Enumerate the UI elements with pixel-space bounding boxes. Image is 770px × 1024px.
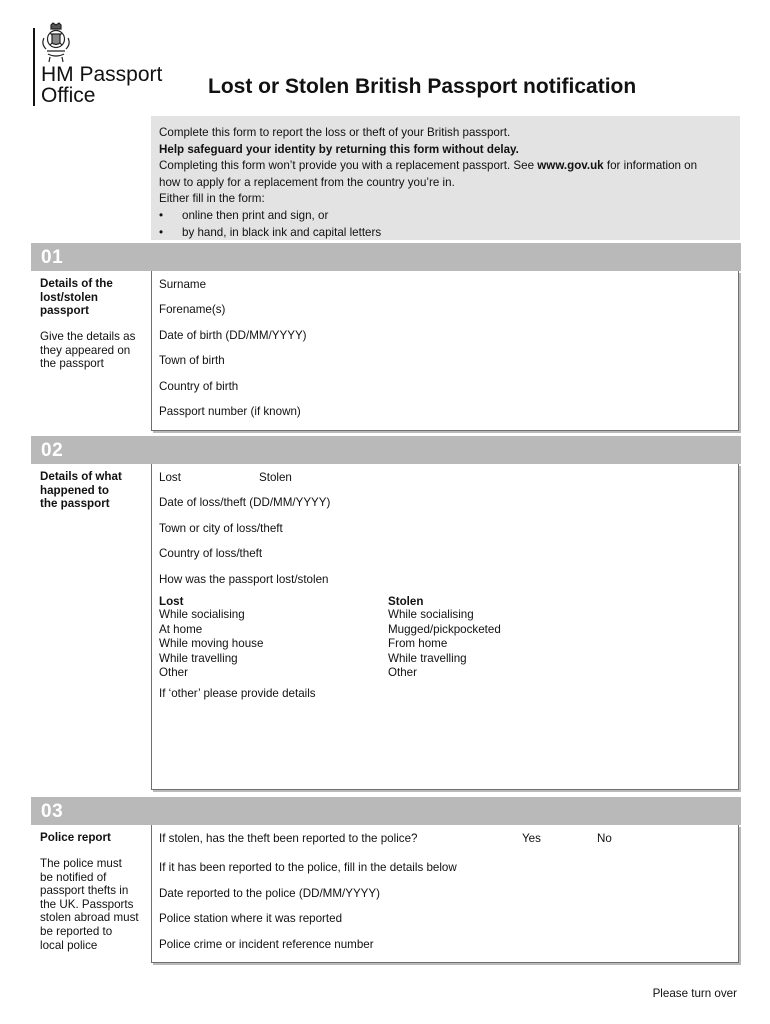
town-of-loss-field[interactable]: Town or city of loss/theft xyxy=(159,522,283,535)
intro-bullets xyxy=(159,208,732,241)
how-lost-field: How was the passport lost/stolen xyxy=(159,573,329,586)
section-01-number: 01 xyxy=(41,247,64,268)
stolen-option-item[interactable]: While socialising xyxy=(388,608,474,621)
date-reported-field[interactable]: Date reported to the police (DD/MM/YYYY) xyxy=(159,887,381,900)
lost-option-item[interactable]: At home xyxy=(159,622,203,636)
intro-line-3-post: for information on xyxy=(603,159,698,173)
intro-line-3 xyxy=(159,158,732,175)
intro-box xyxy=(151,116,740,240)
intro-line-2: Help safeguard your identity by returning this form without delay. xyxy=(159,142,519,156)
stolen-option-item[interactable]: Other xyxy=(388,666,417,680)
police-report-question: If stolen, has the theft been reported to the police? xyxy=(159,832,418,845)
page-title: Lost or Stolen British Passport notification xyxy=(208,75,637,98)
police-details-instruction: If it has been reported to the police, fill in the details below xyxy=(159,861,457,874)
forenames-field[interactable]: Forename(s) xyxy=(159,303,226,316)
section-03-note-line: be notified of xyxy=(40,870,107,884)
stolen-option-item[interactable]: From home xyxy=(388,637,448,651)
crime-reference-field[interactable]: Police crime or incident reference number xyxy=(159,938,374,951)
section-02-label-line: happened to xyxy=(40,483,109,497)
date-of-birth-field[interactable]: Date of birth (DD/MM/YYYY) xyxy=(159,329,307,342)
section-01-label-line: lost/stolen xyxy=(40,290,98,304)
lost-option-item[interactable]: Other xyxy=(159,666,188,680)
country-of-birth-field[interactable]: Country of birth xyxy=(159,380,239,393)
intro-line-3-pre: Completing this form won’t provide you with a replacement passport. See xyxy=(159,159,538,173)
section-01-note-line: Give the details as xyxy=(40,330,136,343)
date-of-loss-field[interactable]: Date of loss/theft (DD/MM/YYYY) xyxy=(159,496,331,509)
section-03-note-line: The police must xyxy=(40,857,122,870)
section-02-label-line: the passport xyxy=(40,497,110,511)
lost-option[interactable]: Lost xyxy=(159,471,181,484)
lost-options-list xyxy=(159,595,263,681)
country-of-loss-field[interactable]: Country of loss/theft xyxy=(159,547,263,560)
stolen-option[interactable]: Stolen xyxy=(259,471,292,484)
stolen-option-item[interactable]: While travelling xyxy=(388,651,467,665)
other-details-field[interactable]: If ‘other’ please provide details xyxy=(159,687,316,700)
section-03-note-line: passport thefts in xyxy=(40,884,129,898)
lost-option-item[interactable]: While moving house xyxy=(159,637,264,651)
section-03-note-line: the UK. Passports xyxy=(40,897,134,911)
royal-crest-icon xyxy=(40,22,72,64)
turn-over-note: Please turn over xyxy=(652,987,737,1000)
section-02-header xyxy=(31,436,741,464)
town-of-birth-field[interactable]: Town of birth xyxy=(159,354,225,367)
section-02-label-line: Details of what xyxy=(40,470,122,483)
section-02-number: 02 xyxy=(41,440,64,461)
section-01-label xyxy=(40,277,113,318)
section-01-label-line: passport xyxy=(40,304,89,318)
org-name xyxy=(41,64,162,106)
section-01-note-line: the passport xyxy=(40,357,104,371)
reported-no-option[interactable]: No xyxy=(597,832,612,845)
stolen-heading: Stolen xyxy=(388,595,424,608)
gov-uk-link[interactable]: www.gov.uk xyxy=(537,159,604,173)
intro-line-1: Complete this form to report the loss or theft of your British passport. xyxy=(159,126,511,139)
section-01-note-line: they appeared on xyxy=(40,343,131,357)
section-03-note-line: stolen abroad must xyxy=(40,911,139,925)
stolen-options-list xyxy=(388,595,501,681)
logo-divider xyxy=(33,28,35,106)
section-03-label: Police report xyxy=(40,831,111,844)
surname-field[interactable]: Surname xyxy=(159,278,207,291)
section-03-note-line: local police xyxy=(40,938,98,952)
lost-heading: Lost xyxy=(159,595,184,608)
section-01-label-line: Details of the xyxy=(40,277,113,290)
section-03-number: 03 xyxy=(41,801,64,822)
section-03-note-line: be reported to xyxy=(40,924,113,938)
intro-bullet-2: • by hand, in black ink and capital letters xyxy=(159,225,732,242)
stolen-option-item[interactable]: Mugged/pickpocketed xyxy=(388,622,501,636)
lost-option-item[interactable]: While socialising xyxy=(159,608,245,621)
intro-line-4: how to apply for a replacement from the country you’re in. xyxy=(159,175,455,189)
intro-line-5: Either fill in the form: xyxy=(159,192,265,206)
org-line-1: HM Passport xyxy=(41,63,163,86)
section-01-note xyxy=(40,330,148,371)
section-02-label xyxy=(40,470,122,511)
police-station-field[interactable]: Police station where it was reported xyxy=(159,912,343,925)
org-line-2: Office xyxy=(41,84,96,107)
reported-yes-option[interactable]: Yes xyxy=(522,832,541,845)
section-03-note xyxy=(40,857,148,952)
lost-option-item[interactable]: While travelling xyxy=(159,651,238,665)
intro-bullet-1: • online then print and sign, or xyxy=(159,208,732,225)
passport-number-field[interactable]: Passport number (if known) xyxy=(159,405,301,418)
section-01-header xyxy=(31,243,741,271)
section-03-header xyxy=(31,797,741,825)
